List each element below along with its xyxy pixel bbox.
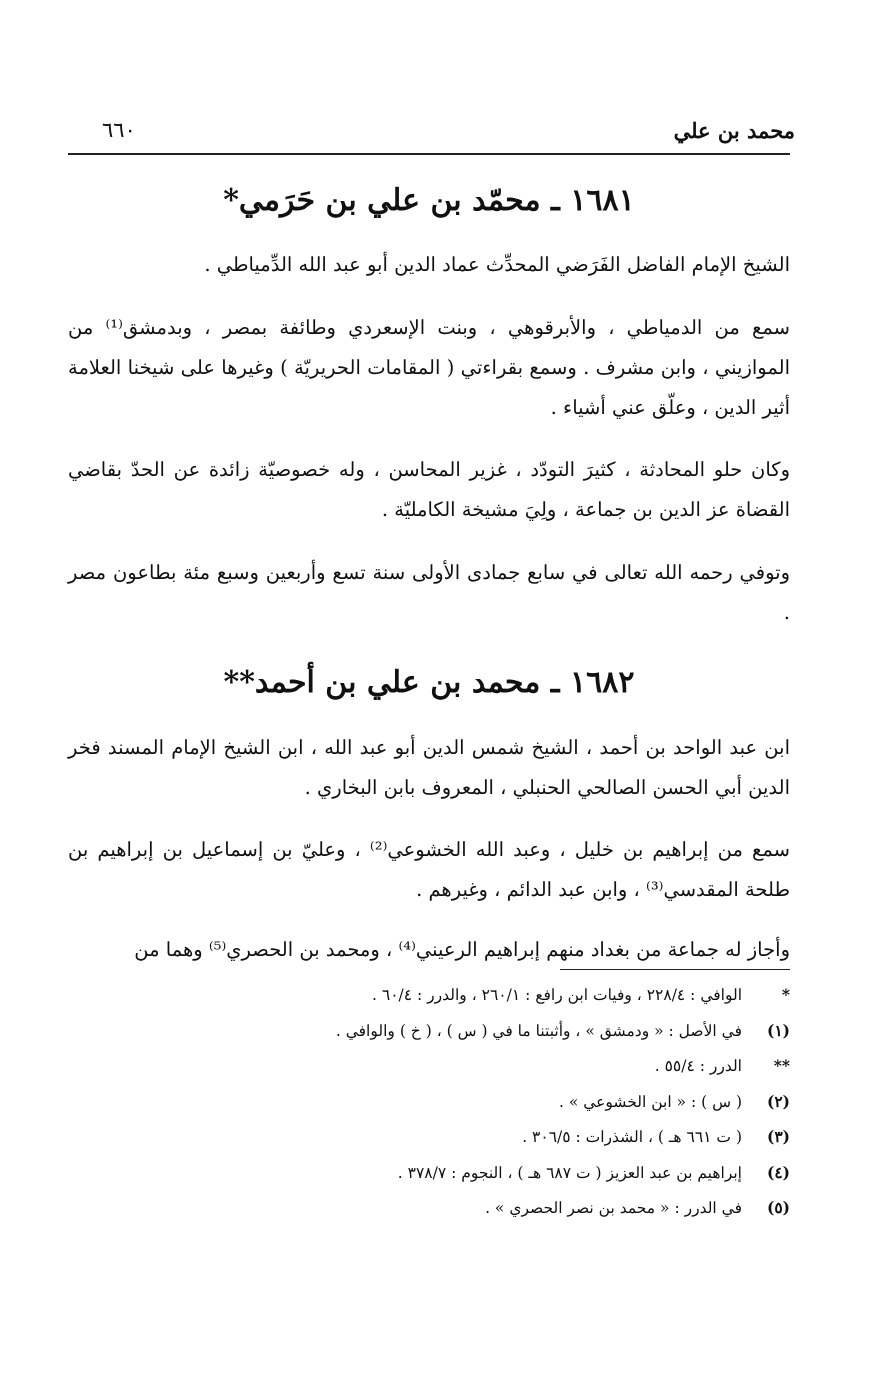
footnote-mark: (٢)	[766, 1091, 790, 1111]
entry-title-1682: ١٦٨٢ ـ محمد بن علي بن أحمد**	[223, 665, 635, 700]
entry-1681-paragraph-2: سمع من الدمياطي ، والأبرقوهي ، وبنت الإسعردي وطائفة بمصر ، وبدمشق⁽¹⁾ من الموازيني ، وابن مشرف . وسمع بقراءتي ( المقامات الحريريّة ) وغيرها على شيخنا العلامة أثير الدين ، وعلّق عني أشياء .	[68, 316, 790, 419]
footnote-text: ( ت ٦٦١ هـ ) ، الشذرات : ٣٠٦/٥ .	[522, 1128, 742, 1146]
footnote-rule	[560, 969, 790, 970]
footnote-mark: (٣)	[766, 1127, 790, 1146]
footnote	[90, 1053, 790, 1089]
footnote	[90, 1089, 790, 1125]
footnotes	[90, 982, 790, 1231]
footnote	[90, 1160, 790, 1196]
footnote-mark: (٥)	[766, 1198, 790, 1217]
footnote-text: في الدرر : « محمد بن نصر الحصري » .	[485, 1199, 742, 1217]
footnote	[90, 1124, 790, 1160]
footnote-text: الوافي : ٢٢٨/٤ ، وفيات ابن رافع : ٢٦٠/١ ، والدرر : ٦٠/٤ .	[372, 986, 742, 1004]
footnote-mark: *	[781, 985, 790, 1004]
header-rule	[68, 153, 790, 155]
entry-title-1681: ١٦٨١ ـ محمّد بن علي بن حَرَمي*	[223, 183, 635, 218]
footnote	[90, 982, 790, 1018]
footnote-text: في الأصل : « ودمشق » ، وأثبتنا ما في ( س ) ، ( خ ) والوافي .	[335, 1021, 742, 1040]
running-header	[68, 118, 805, 152]
footnote-text: الدرر : ٥٥/٤ .	[654, 1057, 742, 1075]
entry-1682-paragraph-3: وأجاز له جماعة من بغداد منهم إبراهيم الرعيني⁽⁴⁾ ، ومحمد بن الحصري⁽⁵⁾ وهما من	[134, 938, 790, 961]
footnote-text: ( س ) : « ابن الخشوعي » .	[558, 1092, 742, 1111]
entry-1681-paragraph-4: وتوفي رحمه الله تعالى في سابع جمادى الأولى سنة تسع وأربعين وسبع مئة بطاعون مصر .	[68, 561, 790, 624]
entry-1681-paragraph-3: وكان حلو المحادثة ، كثيرَ التودّد ، غزير المحاسن ، وله خصوصيّة زائدة عن الحدّ بقاضي القضاة عز الدين بن جماعة ، ولِيَ مشيخة الكامليّة .	[68, 458, 790, 521]
footnote	[90, 1195, 790, 1231]
footnote-mark: (١)	[766, 1020, 790, 1040]
footnote-mark: **	[773, 1056, 790, 1075]
footnote	[90, 1018, 790, 1054]
entry-1682-paragraph-2: سمع من إبراهيم بن خليل ، وعبد الله الخشوعي⁽²⁾ ، وعليّ بن إسماعيل بن إبراهيم بن طلحة المقدسي⁽³⁾ ، وابن عبد الدائم ، وغيرهم .	[68, 838, 791, 901]
page-number: ٦٦٠	[102, 118, 136, 142]
footnote-mark: (٤)	[766, 1162, 790, 1182]
entry-1682-paragraph-1: ابن عبد الواحد بن أحمد ، الشيخ شمس الدين أبو عبد الله ، ابن الشيخ الإمام المسند فخر الدين أبي الحسن الصالحي الحنبلي ، المعروف بابن البخاري .	[68, 736, 790, 799]
entry-1681-paragraph-1: الشيخ الإمام الفاضل الفَرَضي المحدِّث عماد الدين أبو عبد الله الدِّمياطي .	[204, 253, 790, 276]
running-title: محمد بن علي	[673, 118, 795, 143]
footnote-text: إبراهيم بن عبد العزيز ( ت ٦٨٧ هـ ) ، النجوم : ٣٧٨/٧ .	[397, 1163, 742, 1182]
